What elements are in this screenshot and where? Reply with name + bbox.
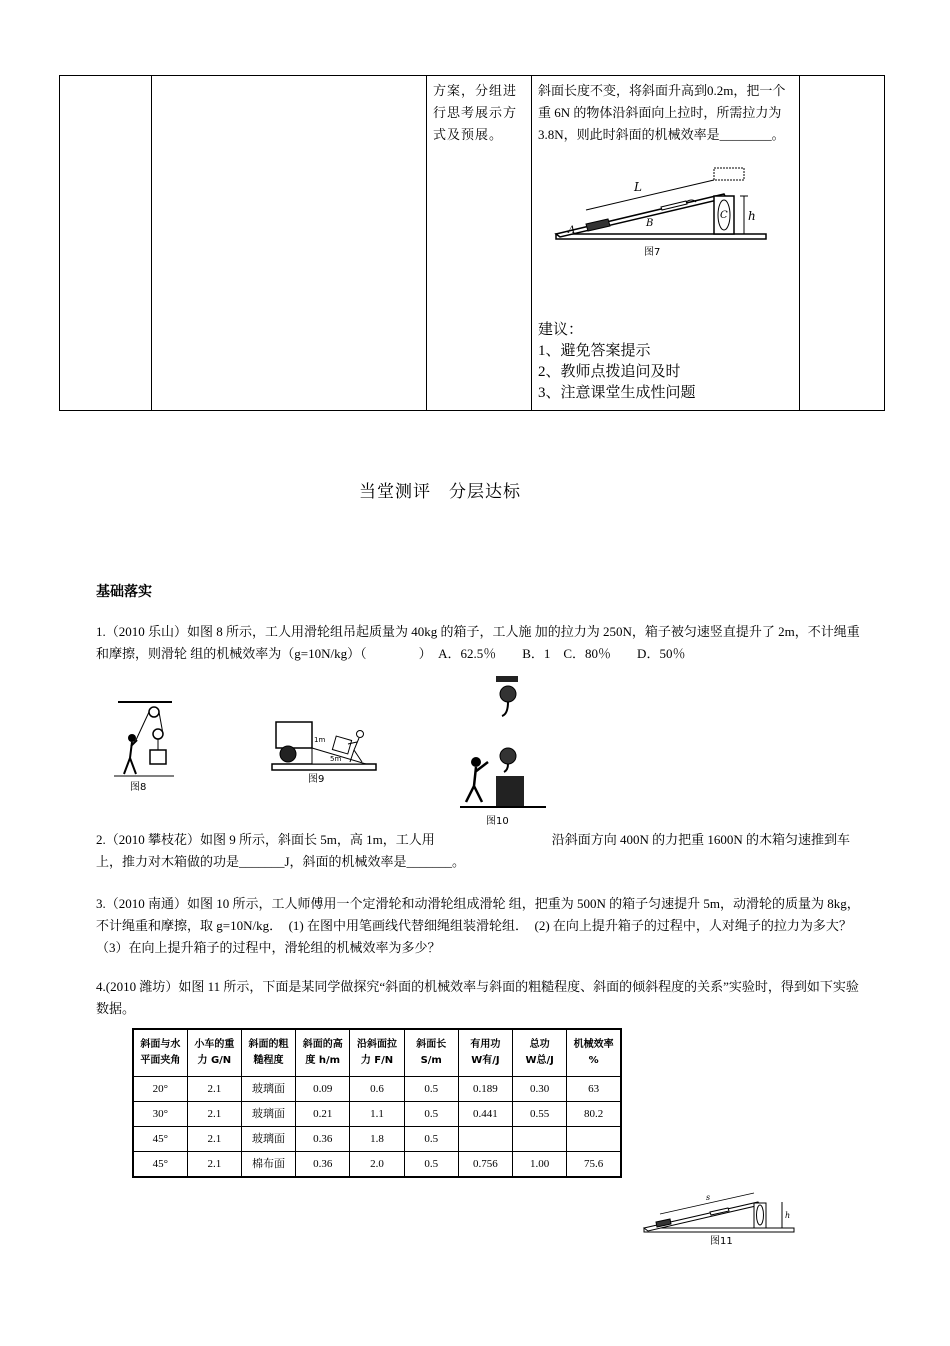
fig9-crate — [332, 736, 351, 754]
fig11-support — [754, 1203, 766, 1228]
fig9-worker-head — [357, 731, 364, 738]
table-cell: 0.6 — [350, 1077, 404, 1102]
table-cell: 1.8 — [350, 1127, 404, 1152]
table-header-row — [133, 1029, 621, 1077]
table-cell: 0.36 — [296, 1152, 350, 1178]
table-row — [133, 1102, 621, 1127]
table-cell: 75.6 — [567, 1152, 621, 1178]
fig8-worker-body — [124, 740, 137, 774]
section-title: 当堂测评 分层达标 — [359, 482, 521, 501]
table-cell: 0.09 — [296, 1077, 350, 1102]
table-cell: 45° — [133, 1127, 187, 1152]
table-cell: 0.189 — [458, 1077, 512, 1102]
table-cell: 0.55 — [513, 1102, 567, 1127]
suggest-item-3: 3、注意课堂生成性问题 — [538, 385, 696, 401]
subsection-title: 基础落实 — [96, 584, 152, 600]
header-length: 斜面长 S/m — [404, 1029, 458, 1077]
fig9-ground — [272, 764, 376, 770]
table-cell: 30° — [133, 1102, 187, 1127]
plan-text: 方案，分组进行思考展示方式及预展。 — [433, 83, 518, 142]
figure-7-incline — [546, 158, 776, 268]
table-cell — [513, 1127, 567, 1152]
fig7-label-L: L — [634, 180, 642, 194]
table-cell: 2.1 — [187, 1077, 241, 1102]
fig8-pulley-top — [149, 707, 159, 717]
fig9-wheel — [280, 746, 296, 762]
table-row — [133, 1152, 621, 1178]
fig7-label-B: B — [646, 218, 654, 229]
table-cell — [458, 1127, 512, 1152]
table-cell: 2.1 — [187, 1127, 241, 1152]
table-cell: 63 — [567, 1077, 621, 1102]
fig10-moving-pulley — [500, 748, 516, 764]
fig11-label-h: h — [785, 1211, 791, 1220]
fig7-label-C: C — [720, 210, 728, 221]
fig10-caption: 图10 — [486, 816, 509, 827]
suggest-item-2: 2、教师点拨追问及时 — [538, 364, 681, 380]
fig8-box — [150, 750, 166, 764]
table-cell: 0.36 — [296, 1127, 350, 1152]
table-cell: 0.756 — [458, 1152, 512, 1178]
fig11-board — [644, 1202, 760, 1231]
fig9-height-label: 1m — [314, 736, 326, 744]
suggest-item-1: 1、避免答案提示 — [538, 343, 651, 359]
figure-8-pulley-worker — [110, 698, 180, 793]
header-roughness: 斜面的粗 糙程度 — [241, 1029, 295, 1077]
fig11-caption: 图11 — [710, 1236, 733, 1247]
table-cell: 0.5 — [404, 1077, 458, 1102]
question-2: 2.（2010 攀枝花）如图 9 所示，斜面长 5m，高 1m，工人用 沿斜面方向 400N 的力把重 1600N 的木箱匀速推到车上，推力对木箱做的功是_______J，斜面的机械效率是_______。 — [96, 832, 851, 869]
table-cell: 0.21 — [296, 1102, 350, 1127]
suggest-title: 建议： — [538, 322, 584, 338]
figure-10-pulley-system — [458, 674, 548, 829]
fig8-pulley-bottom — [153, 729, 163, 739]
table-cell: 1.1 — [350, 1102, 404, 1127]
fig7-board — [556, 194, 726, 237]
figure-11-incline — [640, 1188, 800, 1250]
table-row — [133, 1077, 621, 1102]
table-cell: 玻璃面 — [241, 1127, 295, 1152]
header-total-work: 总功 W总/J — [513, 1029, 567, 1077]
lesson-plan-table — [59, 75, 885, 411]
fig10-box — [496, 776, 524, 806]
table-row — [133, 1127, 621, 1152]
table-cell: 0.5 — [404, 1152, 458, 1178]
experiment-data-table — [132, 1028, 622, 1178]
figure-9-ramp-cart — [270, 712, 380, 787]
table-cell: 2.1 — [187, 1152, 241, 1178]
fig9-cart — [276, 722, 312, 748]
question-cell — [532, 76, 800, 411]
fig10-fixed-pulley — [500, 686, 516, 702]
table-cell: 2.1 — [187, 1102, 241, 1127]
header-angle: 斜面与水 平面夹角 — [133, 1029, 187, 1077]
header-efficiency: 机械效率 % — [567, 1029, 621, 1077]
table-cell: 0.5 — [404, 1102, 458, 1127]
table-cell: 0.5 — [404, 1127, 458, 1152]
fig7-block — [586, 219, 610, 231]
header-force: 沿斜面拉 力 F/N — [350, 1029, 404, 1077]
table-cell: 80.2 — [567, 1102, 621, 1127]
fig9-caption: 图9 — [308, 774, 325, 785]
question-3: 3.（2010 南通）如图 10 所示，工人师傅用一个定滑轮和动滑轮组成滑轮 组，把重为 500N 的箱子匀速提升 5m，动滑轮的质量为 8kg，不计绳重和摩擦，取 g=10N/kg． (1) 在图中用笔画线代替细绳组装滑轮组． (2) 在向上提升箱子的过程中，人对绳子的拉力为多大？（3）在向上提升箱子的过程中，滑轮组的机械效率为多少？ — [96, 896, 860, 955]
table-cell: 45° — [133, 1152, 187, 1178]
fig9-length-label: 5m — [330, 755, 342, 763]
header-useful-work: 有用功 W有/J — [458, 1029, 512, 1077]
table-cell-empty-5 — [800, 76, 885, 411]
header-height: 斜面的高 度 h/m — [296, 1029, 350, 1077]
question-4: 4.(2010 潍坊）如图 11 所示，下面是某同学做探究“斜面的机械效率与斜面的粗糙程度、斜面的倾斜程度的关系”实验时，得到如下实验数据。 — [96, 979, 859, 1016]
table-cell-empty-1 — [60, 76, 152, 411]
table-cell: 玻璃面 — [241, 1102, 295, 1127]
table-cell: 1.00 — [513, 1152, 567, 1178]
fig8-caption: 图8 — [130, 782, 147, 793]
fig10-worker-body — [466, 762, 488, 802]
fig7-pulley-box — [714, 168, 744, 180]
table-cell: 棉布面 — [241, 1152, 295, 1178]
incline-question: 斜面长度不变，将斜面升高到0.2m，把一个重 6N 的物体沿斜面向上拉时，所需拉力为 3.8N，则此时斜面的机械效率是________。 — [538, 83, 786, 142]
plan-cell — [427, 76, 532, 411]
fig10-worker-head — [471, 757, 481, 767]
table-cell: 0.441 — [458, 1102, 512, 1127]
fig7-label-A: A — [568, 225, 576, 236]
table-cell-empty-2 — [152, 76, 427, 411]
table-cell: 2.0 — [350, 1152, 404, 1178]
fig11-label-s: s — [706, 1193, 711, 1202]
table-cell: 20° — [133, 1077, 187, 1102]
table-cell: 玻璃面 — [241, 1077, 295, 1102]
header-weight: 小车的重 力 G/N — [187, 1029, 241, 1077]
fig7-caption: 图7 — [644, 247, 661, 258]
suggestion-block — [538, 320, 793, 404]
table-cell — [567, 1127, 621, 1152]
fig7-label-h: h — [748, 209, 756, 223]
question-1: 1.（2010 乐山）如图 8 所示，工人用滑轮组吊起质量为 40kg 的箱子，工人施 加的拉力为 250N，箱子被匀速竖直提升了 2m，不计绳重和摩擦，则滑轮 组的机械效率为（g=10N/kg）（ ） A．62.5％ B．1 C．80％ D．50％ — [96, 624, 860, 661]
table-cell: 0.30 — [513, 1077, 567, 1102]
